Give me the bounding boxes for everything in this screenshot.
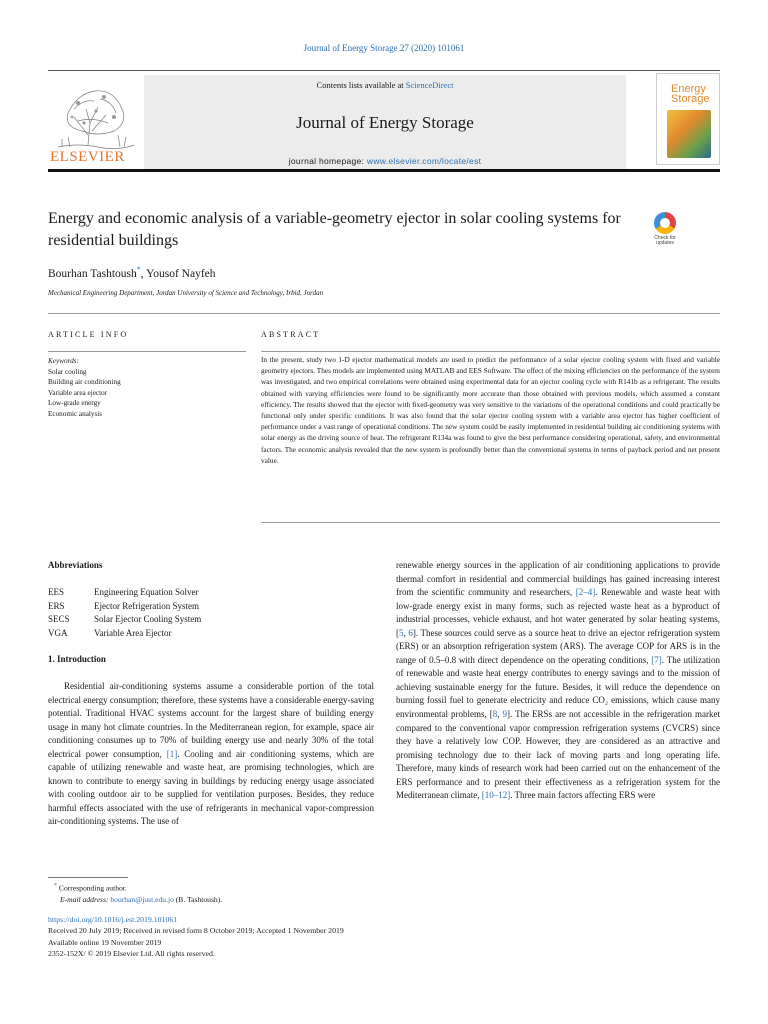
abbreviation-key: SECS bbox=[48, 614, 70, 625]
body-column-left bbox=[48, 680, 374, 829]
journal-masthead bbox=[48, 70, 720, 172]
copyright: 2352-152X/ © 2019 Elsevier Ltd. All rights reserved. bbox=[48, 949, 215, 959]
cover-title-storage: Storage bbox=[671, 93, 710, 105]
keywords-block bbox=[48, 356, 121, 420]
journal-title: Journal of Energy Storage bbox=[296, 113, 474, 132]
corresponding-author-link[interactable]: * bbox=[136, 265, 141, 274]
crossmark-icon bbox=[654, 212, 676, 234]
sciencedirect-link[interactable]: ScienceDirect bbox=[405, 80, 454, 90]
body-text: . Three main factors affecting ERS were bbox=[510, 790, 656, 801]
contents-prefix: Contents lists available at bbox=[316, 80, 406, 90]
abbreviations-title: Abbreviations bbox=[48, 560, 103, 570]
available-online: Available online 19 November 2019 bbox=[48, 937, 162, 947]
abstract-text: In the present, study two 1-D ejector mathematical models are used to predict the performance of a solar ejector cooling system with fixed and variable geometry ejectors. Thes models are implemented using MATLAB and EES Software. The effect of the mixing efficiencies on the performance of the system was investigated, and two empirical correlations were obtained using experimental data for an ejector cooling cycle with R141b as a refrigerant. The results obtained with varying efficiencies were found to be significantly more accurate than those obtained with previous models, which assumed a constant efficiency. The results showed that the ejector with fixed-geometry was very sensitive to the variations of the operational conditions and could practically be functional only under specific conditions. It was also found that the solar ejector cooling system with a variable area ejector has higher coefficient of performance under a vast range of operational conditions. The new system could be easily implemented in residential building air conditioning systems with solar energy as the driving source of heat. The refrigerant R134a was found to give the best performance considering operational, safety, and environmental factors. The economic analysis revealed that the new system is profoundly better than the conventional systems in terms of payback period and net present value. bbox=[261, 355, 720, 465]
keyword-item: Building air conditioning bbox=[48, 378, 121, 387]
citation-link[interactable]: [2–4] bbox=[575, 587, 596, 598]
keyword-item: Solar cooling bbox=[48, 367, 87, 376]
affiliation: Mechanical Engineering Department, Jordan University of Science and Technology, Irbid, Jordan bbox=[48, 289, 324, 297]
body-text: . The utilization of renewable and waste heat energy contributes to energy savings and to the mission of achieving sustainable energy for the future. Besides, it will reduce the dependence on burning fossil fuel to generate electricity and reduce CO₂ emissions, which cause many environmental problems, [ bbox=[396, 654, 720, 720]
footnote-mark: * bbox=[54, 883, 57, 889]
divider bbox=[48, 313, 720, 314]
footnotes bbox=[48, 881, 222, 906]
abbreviation-key: EES bbox=[48, 587, 65, 597]
journal-cover-thumbnail[interactable] bbox=[656, 73, 720, 165]
homepage-link[interactable]: www.elsevier.com/locate/est bbox=[366, 156, 482, 166]
masthead-center-panel bbox=[144, 75, 626, 169]
citation-link[interactable]: [7] bbox=[651, 654, 662, 665]
citation-link[interactable]: 8 bbox=[492, 709, 498, 720]
body-text: . Renewable and waste heat with low-grade energy exist in many forms, such as rejected waste heat as a byproduct of industrial processes, vehicle exhaust, and hot water generated by solar heating systems, [ bbox=[396, 587, 721, 638]
abbreviation-row bbox=[48, 613, 201, 627]
citation-link[interactable]: [1] bbox=[166, 748, 178, 759]
body-text: Residential air-conditioning systems assume a considerable portion of the total electrical energy consumption; therefore, these systems have a considerable energy-saving potential. Traditional HVAC systems account for the largest share of building energy usage in many hot climate countries. In the Mediterranean region, for example, space air conditioning consumes up to 70% of building energy use and nearly 30% of the total electrical power consumption, bbox=[48, 681, 374, 759]
coauthor-names: , Yousof Nayfeh bbox=[140, 267, 216, 280]
corresponding-author-note bbox=[48, 881, 222, 894]
abbreviation-value: Engineering Equation Solver bbox=[94, 587, 199, 597]
citation-link[interactable]: 5 bbox=[399, 627, 404, 638]
cover-image bbox=[667, 110, 711, 158]
keyword-item: Variable area ejector bbox=[48, 388, 108, 397]
journal-homepage-line bbox=[144, 156, 626, 166]
abbreviation-row bbox=[48, 586, 201, 600]
crossmark-label: Check for updates bbox=[654, 235, 676, 246]
divider bbox=[261, 351, 720, 352]
divider bbox=[48, 351, 246, 352]
introduction-paragraph bbox=[48, 680, 374, 829]
crossmark-badge[interactable] bbox=[647, 212, 683, 252]
body-text: , bbox=[497, 709, 503, 720]
author-list bbox=[48, 265, 216, 280]
contents-lists-line bbox=[144, 80, 626, 90]
citation-link[interactable]: [10–12] bbox=[481, 790, 511, 801]
abbreviation-value: Variable Area Ejector bbox=[94, 627, 172, 638]
body-text: ]. These sources could serve as a source heat to drive an ejector refrigeration system (ERS) or an absorption refrigeration system (ARS). The average COP for ARS is in the range of 0.5–0.8 with direct dependence on the operating conditions, bbox=[396, 627, 721, 665]
journal-reference[interactable]: Journal of Energy Storage 27 (2020) 101061 bbox=[303, 43, 465, 53]
cover-title bbox=[671, 84, 710, 104]
divider bbox=[261, 522, 720, 523]
article-title: Energy and economic analysis of a variable-geometry ejector in solar cooling systems for residential buildings bbox=[48, 210, 621, 249]
keywords-label: Keywords: bbox=[48, 357, 79, 365]
footnote-divider bbox=[48, 877, 128, 878]
email-note bbox=[48, 894, 222, 906]
body-text: ]. The ERSs are not accessible in the refrigeration market compared to the conventional vapor compression refrigeration systems (CVCRS) since they have a relatively low COP. However, they are considered as an attractive and promising technology due to their lack of moving parts and long operating life. Therefore, many kinds of research work had been carried out on the enhancement of the ERS performance and to present their effectiveness as a refrigeration system for the Mediterranean climate, bbox=[396, 709, 720, 801]
abbreviation-value: Solar Ejector Cooling System bbox=[94, 614, 202, 625]
doi-link[interactable]: https://doi.org/10.1016/j.est.2019.101061 bbox=[48, 915, 178, 924]
article-info-heading: ARTICLE INFO bbox=[48, 330, 129, 339]
citation-link[interactable]: 9 bbox=[502, 709, 507, 720]
abbreviations-table bbox=[48, 586, 201, 640]
abbreviation-row bbox=[48, 600, 201, 614]
elsevier-wordmark: ELSEVIER bbox=[50, 149, 125, 165]
body-text: . Cooling and air conditioning systems, which are capable of utilizing renewable and waste heat, are promising technologies, which are known to contribute to energy saving in buildings by reducing energy usage associated with cooling outdoor air to be supplied for ventilation purposes. Besides, they reduce harmful effects associated with the use of refrigerants in mechanical vapor-compression air-conditioning systems. The use of bbox=[48, 748, 374, 827]
received-dates: Received 20 July 2019; Received in revised form 8 October 2019; Accepted 1 November 2019 bbox=[48, 926, 344, 936]
abbreviation-key: ERS bbox=[48, 600, 65, 611]
footnote-text: Corresponding author. bbox=[57, 883, 127, 893]
abbreviation-value: Ejector Refrigeration System bbox=[94, 600, 199, 611]
body-column-right bbox=[396, 559, 720, 803]
author-name: Bourhan Tashtoush bbox=[48, 267, 137, 280]
homepage-prefix: journal homepage: bbox=[288, 156, 367, 166]
body-text: , bbox=[403, 627, 409, 638]
abstract-heading: ABSTRACT bbox=[261, 330, 321, 339]
introduction-heading: 1. Introduction bbox=[48, 654, 106, 664]
publication-info bbox=[48, 914, 344, 960]
email-link[interactable]: bourhan@just.edu.jo bbox=[110, 895, 174, 905]
body-text: renewable energy sources in the application of air conditioning applications to provide thermal comfort in residential and commercial buildings has gained increasing interest from the scientific community and researchers, bbox=[396, 560, 720, 598]
cover-title-energy: Energy bbox=[671, 83, 706, 95]
citation-link[interactable]: 6 bbox=[408, 627, 413, 638]
email-owner: (B. Tashtoush). bbox=[173, 895, 223, 905]
abbreviation-key: VGA bbox=[48, 627, 68, 638]
abbreviation-row bbox=[48, 627, 201, 641]
email-label: E-mail address: bbox=[60, 895, 111, 905]
keyword-item: Low-grade energy bbox=[48, 399, 101, 408]
keyword-item: Economic analysis bbox=[48, 409, 103, 418]
